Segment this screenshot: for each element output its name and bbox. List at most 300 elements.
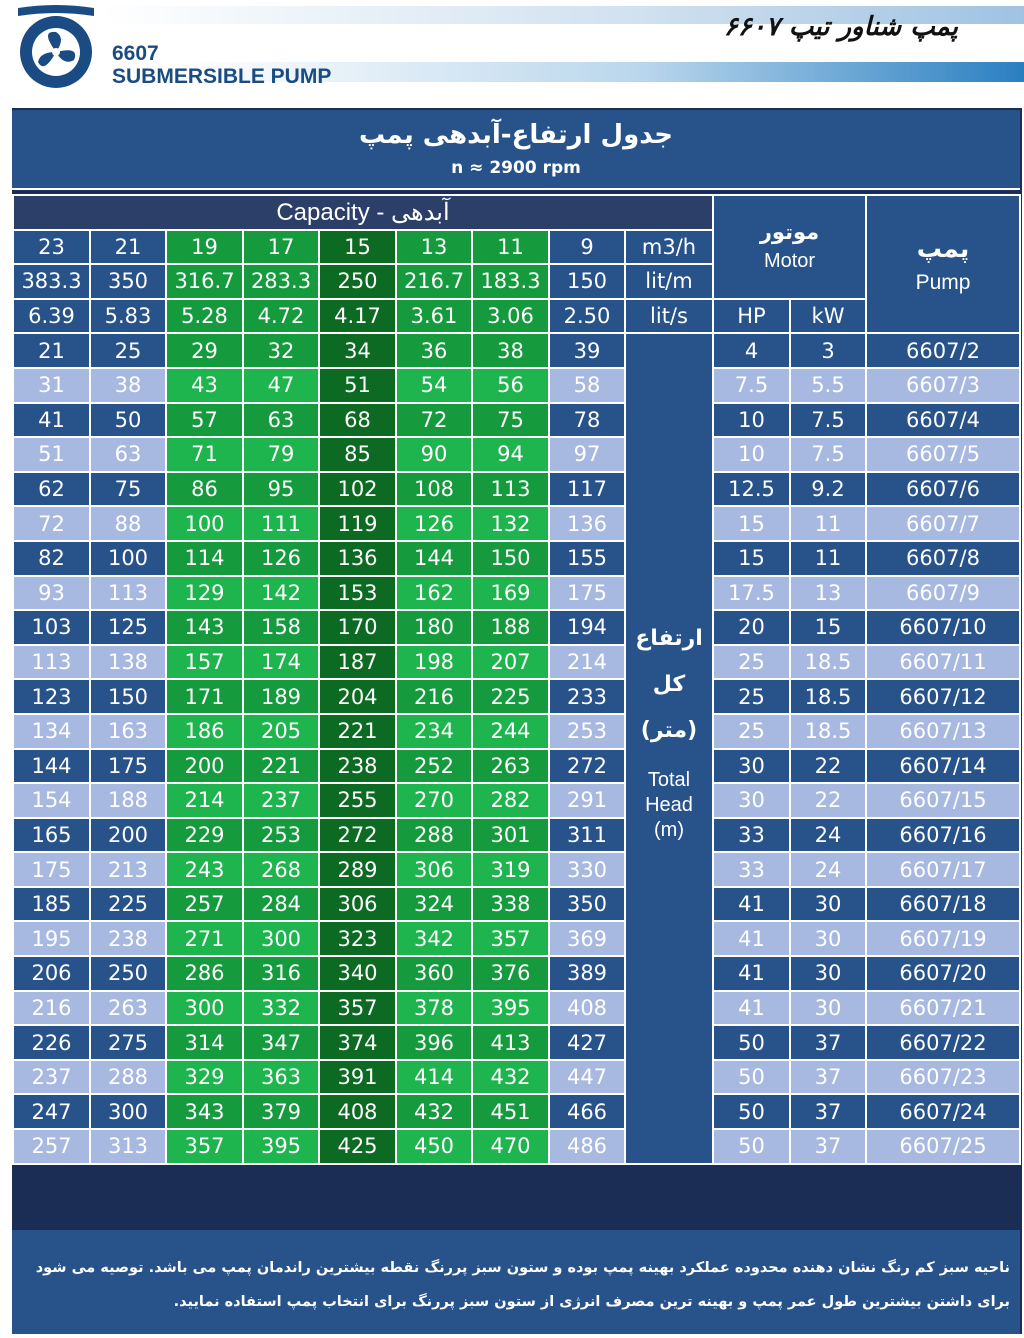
pump-model-cell: 6607/3	[866, 368, 1020, 403]
pump-header	[866, 195, 1020, 333]
pump-model-cell: 6607/21	[866, 991, 1020, 1026]
head-cell: 396	[396, 1025, 472, 1060]
head-cell: 41	[13, 403, 90, 438]
head-cell: 225	[90, 887, 166, 922]
head-cell: 376	[472, 956, 549, 991]
kw-cell: 24	[790, 852, 866, 887]
hp-cell: 30	[713, 749, 790, 784]
head-cell: 125	[90, 610, 166, 645]
table-row	[13, 749, 1020, 784]
flow-litm-cell: 150	[549, 264, 625, 299]
kw-cell: 30	[790, 887, 866, 922]
head-cell: 221	[243, 749, 319, 784]
flow-lits-cell: 5.28	[166, 299, 243, 334]
head-cell: 79	[243, 437, 319, 472]
total-head-en: Total	[647, 769, 691, 792]
pump-model-cell: 6607/17	[866, 852, 1020, 887]
head-cell: 216	[396, 679, 472, 714]
head-cell: 413	[472, 1025, 549, 1060]
pump-model-cell: 6607/12	[866, 679, 1020, 714]
head-cell: 432	[472, 1060, 549, 1095]
head-cell: 194	[549, 610, 625, 645]
head-cell: 94	[472, 437, 549, 472]
head-cell: 214	[166, 783, 243, 818]
hp-cell: 4	[713, 333, 790, 368]
head-cell: 319	[472, 852, 549, 887]
flow-lits-cell: 4.17	[319, 299, 396, 334]
kw-cell: 18.5	[790, 714, 866, 749]
table-row	[13, 783, 1020, 818]
head-cell: 329	[166, 1060, 243, 1095]
hp-cell: 17.5	[713, 576, 790, 611]
head-cell: 360	[396, 956, 472, 991]
table-row	[13, 956, 1020, 991]
head-cell: 103	[13, 610, 90, 645]
head-cell: 63	[90, 437, 166, 472]
head-cell: 186	[166, 714, 243, 749]
total-head-en: (m)	[654, 819, 684, 842]
head-cell: 314	[166, 1025, 243, 1060]
table-row	[13, 1094, 1020, 1129]
flow-m3h-cell: 21	[90, 230, 166, 265]
total-head-fa: کل	[652, 672, 686, 698]
head-cell: 31	[13, 368, 90, 403]
kw-cell: 11	[790, 506, 866, 541]
head-cell: 157	[166, 645, 243, 680]
head-cell: 165	[13, 818, 90, 853]
kw-cell: 18.5	[790, 679, 866, 714]
head-cell: 291	[549, 783, 625, 818]
head-cell: 282	[472, 783, 549, 818]
head-cell: 450	[396, 1129, 472, 1164]
head-cell: 263	[90, 991, 166, 1026]
head-cell: 72	[13, 506, 90, 541]
head-cell: 180	[396, 610, 472, 645]
head-cell: 150	[472, 541, 549, 576]
head-cell: 229	[166, 818, 243, 853]
head-cell: 243	[166, 852, 243, 887]
head-cell: 257	[166, 887, 243, 922]
unit-label-m3h: m3/h	[625, 230, 713, 265]
head-cell: 136	[319, 541, 396, 576]
footer-note	[12, 1230, 1020, 1334]
hp-cell: 15	[713, 506, 790, 541]
head-cell: 86	[166, 472, 243, 507]
hp-cell: 10	[713, 403, 790, 438]
head-cell: 306	[319, 887, 396, 922]
head-cell: 247	[13, 1094, 90, 1129]
head-cell: 143	[166, 610, 243, 645]
head-cell: 93	[13, 576, 90, 611]
head-cell: 169	[472, 576, 549, 611]
head-cell: 171	[166, 679, 243, 714]
head-cell: 38	[90, 368, 166, 403]
head-cell: 408	[549, 991, 625, 1026]
head-cell: 408	[319, 1094, 396, 1129]
head-cell: 126	[243, 541, 319, 576]
pump-model-cell: 6607/18	[866, 887, 1020, 922]
table-row	[13, 852, 1020, 887]
kw-cell: 15	[790, 610, 866, 645]
head-cell: 270	[396, 783, 472, 818]
head-cell: 389	[549, 956, 625, 991]
kw-header: kW	[790, 299, 866, 334]
flow-m3h-cell: 19	[166, 230, 243, 265]
head-cell: 75	[472, 403, 549, 438]
head-cell: 316	[243, 956, 319, 991]
table-row	[13, 679, 1020, 714]
head-cell: 244	[472, 714, 549, 749]
hp-cell: 41	[713, 887, 790, 922]
head-cell: 144	[396, 541, 472, 576]
head-cell: 301	[472, 818, 549, 853]
head-cell: 300	[243, 921, 319, 956]
flow-m3h-cell: 13	[396, 230, 472, 265]
head-cell: 255	[319, 783, 396, 818]
motor-label-fa: موتور	[759, 220, 820, 245]
pump-model-cell: 6607/14	[866, 749, 1020, 784]
flow-litm-cell: 216.7	[396, 264, 472, 299]
head-cell: 100	[166, 506, 243, 541]
head-cell: 188	[472, 610, 549, 645]
head-cell: 57	[166, 403, 243, 438]
head-cell: 288	[90, 1060, 166, 1095]
pump-model-cell: 6607/8	[866, 541, 1020, 576]
kw-cell: 5.5	[790, 368, 866, 403]
head-cell: 306	[396, 852, 472, 887]
flow-litm-cell: 250	[319, 264, 396, 299]
head-cell: 138	[90, 645, 166, 680]
flow-lits-cell: 3.61	[396, 299, 472, 334]
flow-litm-cell: 316.7	[166, 264, 243, 299]
head-cell: 486	[549, 1129, 625, 1164]
head-cell: 50	[90, 403, 166, 438]
head-cell: 200	[90, 818, 166, 853]
head-cell: 238	[90, 921, 166, 956]
kw-cell: 30	[790, 991, 866, 1026]
head-cell: 275	[90, 1025, 166, 1060]
head-cell: 289	[319, 852, 396, 887]
hp-cell: 33	[713, 818, 790, 853]
head-cell: 378	[396, 991, 472, 1026]
rpm-label: n ≈ 2900 rpm	[451, 158, 581, 178]
kw-cell: 37	[790, 1060, 866, 1095]
flow-litm-cell: 283.3	[243, 264, 319, 299]
capacity-label: Capacity - آبدهی	[13, 195, 713, 230]
kw-cell: 3	[790, 333, 866, 368]
hp-cell: 50	[713, 1129, 790, 1164]
table-row	[13, 576, 1020, 611]
hp-cell: 41	[713, 921, 790, 956]
table-title: جدول ارتفاع-آبدهی پمپ	[359, 120, 673, 150]
table-row	[13, 887, 1020, 922]
head-cell: 272	[319, 818, 396, 853]
head-cell: 54	[396, 368, 472, 403]
head-cell: 158	[243, 610, 319, 645]
total-head-fa: (متر)	[640, 718, 698, 744]
head-cell: 32	[243, 333, 319, 368]
head-cell: 391	[319, 1060, 396, 1095]
hp-cell: 10	[713, 437, 790, 472]
motor-label-en: Motor	[763, 250, 816, 273]
brand-block	[112, 42, 331, 88]
head-cell: 200	[166, 749, 243, 784]
head-cell: 78	[549, 403, 625, 438]
kw-cell: 11	[790, 541, 866, 576]
head-cell: 43	[166, 368, 243, 403]
pump-model-cell: 6607/15	[866, 783, 1020, 818]
head-cell: 68	[319, 403, 396, 438]
head-cell: 189	[243, 679, 319, 714]
pump-model-cell: 6607/9	[866, 576, 1020, 611]
flow-litm-cell: 183.3	[472, 264, 549, 299]
kw-cell: 9.2	[790, 472, 866, 507]
head-cell: 71	[166, 437, 243, 472]
kw-cell: 30	[790, 956, 866, 991]
hp-cell: 50	[713, 1060, 790, 1095]
hp-cell: 20	[713, 610, 790, 645]
head-cell: 257	[13, 1129, 90, 1164]
head-cell: 470	[472, 1129, 549, 1164]
head-cell: 311	[549, 818, 625, 853]
head-cell: 90	[396, 437, 472, 472]
head-cell: 237	[243, 783, 319, 818]
pump-model-cell: 6607/11	[866, 645, 1020, 680]
pump-model-cell: 6607/24	[866, 1094, 1020, 1129]
head-cell: 216	[13, 991, 90, 1026]
head-cell: 21	[13, 333, 90, 368]
head-cell: 175	[13, 852, 90, 887]
head-cell: 300	[166, 991, 243, 1026]
head-cell: 395	[243, 1129, 319, 1164]
head-cell: 414	[396, 1060, 472, 1095]
head-cell: 213	[90, 852, 166, 887]
hp-cell: 25	[713, 679, 790, 714]
head-cell: 113	[472, 472, 549, 507]
head-cell: 342	[396, 921, 472, 956]
head-cell: 175	[90, 749, 166, 784]
head-cell: 379	[243, 1094, 319, 1129]
flow-lits-cell: 3.06	[472, 299, 549, 334]
pump-model-cell: 6607/16	[866, 818, 1020, 853]
head-cell: 214	[549, 645, 625, 680]
head-cell: 204	[319, 679, 396, 714]
table-row	[13, 1025, 1020, 1060]
capacity-header-row	[13, 195, 1020, 230]
head-cell: 142	[243, 576, 319, 611]
hp-cell: 33	[713, 852, 790, 887]
kw-cell: 7.5	[790, 437, 866, 472]
head-cell: 300	[90, 1094, 166, 1129]
head-cell: 363	[243, 1060, 319, 1095]
head-cell: 288	[396, 818, 472, 853]
head-cell: 313	[90, 1129, 166, 1164]
hp-cell: 41	[713, 991, 790, 1026]
pump-model-cell: 6607/6	[866, 472, 1020, 507]
total-head-fa: ارتفاع	[635, 626, 703, 652]
table-row	[13, 541, 1020, 576]
kw-cell: 13	[790, 576, 866, 611]
pump-model-cell: 6607/4	[866, 403, 1020, 438]
head-cell: 111	[243, 506, 319, 541]
head-cell: 47	[243, 368, 319, 403]
model-number: 6607	[112, 42, 159, 65]
head-cell: 170	[319, 610, 396, 645]
flow-lits-cell: 2.50	[549, 299, 625, 334]
head-cell: 34	[319, 333, 396, 368]
head-cell: 175	[549, 576, 625, 611]
head-cell: 253	[243, 818, 319, 853]
kw-cell: 22	[790, 749, 866, 784]
table-row	[13, 506, 1020, 541]
head-cell: 323	[319, 921, 396, 956]
head-cell: 221	[319, 714, 396, 749]
unit-label-lits: lit/s	[625, 299, 713, 334]
table-row	[13, 368, 1020, 403]
head-cell: 82	[13, 541, 90, 576]
pump-model-cell: 6607/13	[866, 714, 1020, 749]
table-row	[13, 437, 1020, 472]
head-cell: 29	[166, 333, 243, 368]
table-row	[13, 818, 1020, 853]
head-cell: 343	[166, 1094, 243, 1129]
head-cell: 144	[13, 749, 90, 784]
unit-label-litm: lit/m	[625, 264, 713, 299]
product-type: SUBMERSIBLE PUMP	[112, 65, 332, 88]
head-cell: 102	[319, 472, 396, 507]
flow-m3h-cell: 15	[319, 230, 396, 265]
flow-litm-cell: 350	[90, 264, 166, 299]
head-cell: 263	[472, 749, 549, 784]
head-cell: 425	[319, 1129, 396, 1164]
hp-cell: 15	[713, 541, 790, 576]
head-cell: 51	[319, 368, 396, 403]
head-cell: 395	[472, 991, 549, 1026]
kw-cell: 30	[790, 921, 866, 956]
head-cell: 324	[396, 887, 472, 922]
head-cell: 25	[90, 333, 166, 368]
head-cell: 198	[396, 645, 472, 680]
pump-label-fa: پمپ	[916, 233, 970, 263]
head-cell: 284	[243, 887, 319, 922]
pump-model-cell: 6607/5	[866, 437, 1020, 472]
hp-cell: 30	[713, 783, 790, 818]
pump-model-cell: 6607/25	[866, 1129, 1020, 1164]
kw-cell: 37	[790, 1129, 866, 1164]
hp-header: HP	[713, 299, 790, 334]
head-cell: 119	[319, 506, 396, 541]
table-row	[13, 1129, 1020, 1164]
head-cell: 271	[166, 921, 243, 956]
pump-label-en: Pump	[915, 270, 971, 294]
head-cell: 374	[319, 1025, 396, 1060]
head-cell: 187	[319, 645, 396, 680]
head-cell: 95	[243, 472, 319, 507]
head-cell: 205	[243, 714, 319, 749]
head-cell: 447	[549, 1060, 625, 1095]
head-cell: 466	[549, 1094, 625, 1129]
table-header	[12, 110, 1020, 190]
head-cell: 62	[13, 472, 90, 507]
head-cell: 153	[319, 576, 396, 611]
table-row	[13, 645, 1020, 680]
head-cell: 85	[319, 437, 396, 472]
head-cell: 195	[13, 921, 90, 956]
hp-cell: 50	[713, 1025, 790, 1060]
head-cell: 357	[319, 991, 396, 1026]
head-cell: 357	[472, 921, 549, 956]
head-cell: 432	[396, 1094, 472, 1129]
kw-cell: 7.5	[790, 403, 866, 438]
head-cell: 330	[549, 852, 625, 887]
flow-m3h-cell: 11	[472, 230, 549, 265]
head-cell: 338	[472, 887, 549, 922]
table-row	[13, 472, 1020, 507]
head-cell: 56	[472, 368, 549, 403]
head-cell: 126	[396, 506, 472, 541]
head-cell: 206	[13, 956, 90, 991]
head-cell: 136	[549, 506, 625, 541]
head-cell: 350	[549, 887, 625, 922]
pump-model-cell: 6607/19	[866, 921, 1020, 956]
table-row	[13, 610, 1020, 645]
flow-m3h-cell: 17	[243, 230, 319, 265]
head-cell: 234	[396, 714, 472, 749]
table-row	[13, 921, 1020, 956]
head-cell: 150	[90, 679, 166, 714]
table-row	[13, 714, 1020, 749]
head-cell: 117	[549, 472, 625, 507]
flow-lits-cell: 5.83	[90, 299, 166, 334]
pump-model-cell: 6607/2	[866, 333, 1020, 368]
head-cell: 155	[549, 541, 625, 576]
head-cell: 272	[549, 749, 625, 784]
head-cell: 427	[549, 1025, 625, 1060]
head-cell: 113	[13, 645, 90, 680]
head-cell: 108	[396, 472, 472, 507]
head-cell: 252	[396, 749, 472, 784]
flow-lits-cell: 4.72	[243, 299, 319, 334]
pump-model-cell: 6607/10	[866, 610, 1020, 645]
head-cell: 357	[166, 1129, 243, 1164]
table-row	[13, 333, 1020, 368]
head-cell: 174	[243, 645, 319, 680]
kw-cell: 18.5	[790, 645, 866, 680]
head-cell: 129	[166, 576, 243, 611]
flow-litm-cell: 383.3	[13, 264, 90, 299]
head-cell: 188	[90, 783, 166, 818]
head-cell: 114	[166, 541, 243, 576]
table-row	[13, 1060, 1020, 1095]
head-cell: 36	[396, 333, 472, 368]
head-cell: 332	[243, 991, 319, 1026]
head-cell: 233	[549, 679, 625, 714]
head-cell: 72	[396, 403, 472, 438]
pump-model-cell: 6607/23	[866, 1060, 1020, 1095]
hp-cell: 41	[713, 956, 790, 991]
motor-header	[713, 195, 866, 299]
hp-cell: 25	[713, 714, 790, 749]
footer-note-line-2: برای داشتن بیشترین طول عمر پمپ و بهینه ترین مصرف انرژی از ستون سبز پررنگ برای انتخاب پمپ استفاده نمایید.	[173, 1294, 1010, 1310]
head-cell: 237	[13, 1060, 90, 1095]
head-cell: 225	[472, 679, 549, 714]
head-cell: 185	[13, 887, 90, 922]
page-title: پمپ شناور تیپ ۶۶۰۷	[723, 12, 958, 42]
head-cell: 88	[90, 506, 166, 541]
head-cell: 58	[549, 368, 625, 403]
pump-model-cell: 6607/7	[866, 506, 1020, 541]
head-cell: 226	[13, 1025, 90, 1060]
